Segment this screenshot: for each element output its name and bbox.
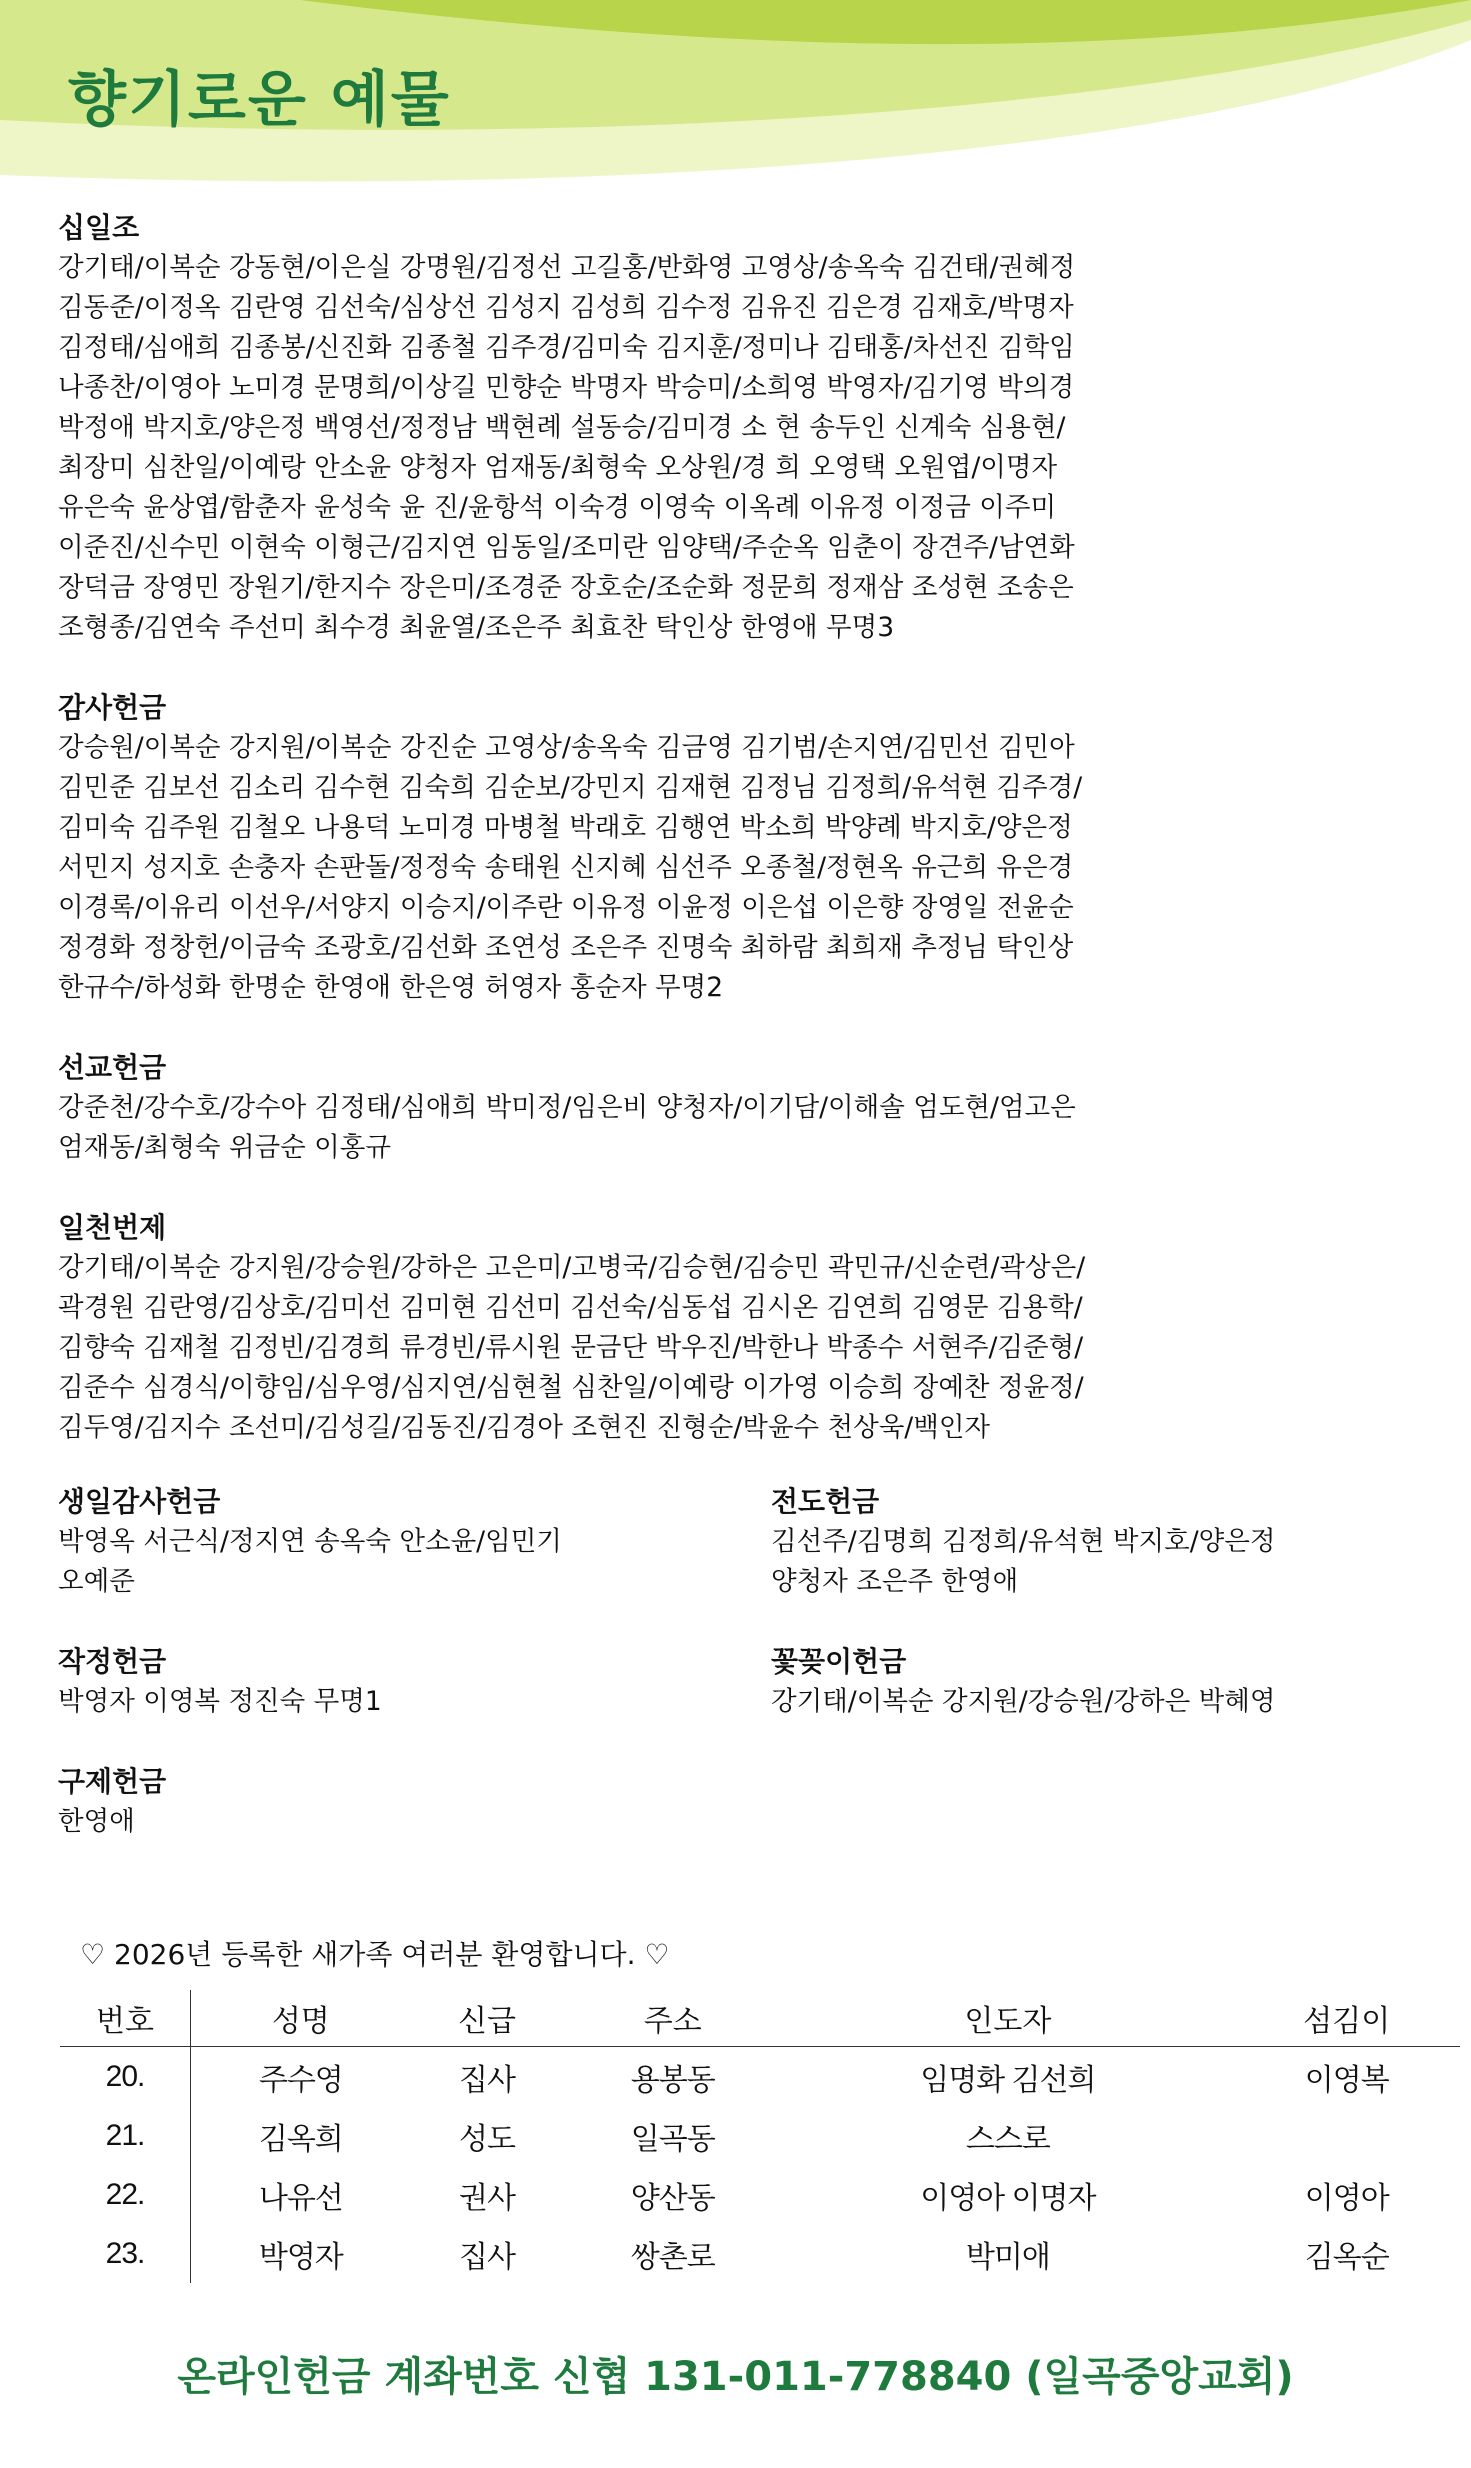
section-title: 구제헌금 <box>58 1765 167 1798</box>
table-header-row <box>60 1990 1460 2047</box>
section-names: 강승원/이복순 강지원/이복순 강진순 고영상/송옥숙 김금영 김기범/손지연/김민선 김민아 김민준 김보선 김소리 김수현 김숙희 김순보/강민지 김재현 김정님 김정희/유석현 김주경/ 김미숙 김주원 김철오 나용덕 노미경 마병철 박래호 김행연 박소희 박양례 박지호/양은정 서민지 성지호 손충자 손판돌/정정숙 송태원 신지혜 심선주 오종철/정현옥 유근희 유은경 이경록/이유리 이선우/서양지 이승지/이주란 이유정 이윤정 이은섭 이은향 장영일 전윤순 정경화 정창헌/이금숙 조광호/김선화 조연성 조은주 진명숙 최하람 최희재 추정님 탁인상 한규수/하성화 한명순 한영애 한은영 허영자 홍순자 무명2 <box>58 732 1083 1003</box>
cell-rank: 집사 <box>459 2240 515 2274</box>
section-evangelism <box>771 1482 1461 1602</box>
table-row <box>60 2165 1460 2224</box>
section-title: 선교헌금 <box>58 1051 167 1084</box>
newcomer-welcome-banner: ♡ 2026년 등록한 새가족 여러분 환영합니다. ♡ <box>80 1938 670 1971</box>
section-title: 감사헌금 <box>58 691 167 724</box>
table-row <box>60 2224 1460 2283</box>
section-thanks <box>58 688 1438 1008</box>
section-names: 박영옥 서근식/정지연 송옥숙 안소윤/임민기 오예준 <box>58 1526 562 1597</box>
cell-rank: 권사 <box>459 2181 515 2215</box>
section-birthday <box>58 1482 748 1602</box>
section-names: 박영자 이영복 정진숙 무명1 <box>58 1686 382 1717</box>
section-title: 일천번제 <box>58 1211 167 1244</box>
section-tithe <box>58 208 1438 648</box>
cell-guide: 이영아 이명자 <box>920 2181 1096 2215</box>
cell-number: 20. <box>60 2047 191 2107</box>
section-flower <box>771 1642 1461 1722</box>
cell-address: 용봉동 <box>630 2063 715 2097</box>
section-names: 강기태/이복순 강지원/강승원/강하은 박혜영 <box>771 1686 1276 1717</box>
header-name: 성명 <box>191 1990 411 2047</box>
cell-number: 22. <box>60 2165 191 2224</box>
cell-server <box>1233 2106 1460 2165</box>
section-title: 십일조 <box>58 211 140 244</box>
section-relief <box>58 1762 166 1842</box>
newcomer-table <box>60 1990 1460 2283</box>
cell-name: 주수영 <box>258 2063 343 2097</box>
cell-rank: 집사 <box>459 2063 515 2097</box>
cell-address: 양산동 <box>630 2181 715 2215</box>
header-address: 주소 <box>563 1990 782 2047</box>
section-resolution <box>58 1642 748 1722</box>
cell-rank: 성도 <box>459 2122 515 2156</box>
section-title: 작정헌금 <box>58 1645 167 1678</box>
cell-guide: 박미애 <box>965 2240 1050 2274</box>
cell-name: 박영자 <box>258 2240 343 2274</box>
section-title: 전도헌금 <box>771 1485 880 1518</box>
section-names: 김선주/김명희 김정희/유석현 박지호/양은정 양청자 조은주 한영애 <box>771 1526 1276 1597</box>
section-names: 강준천/강수호/강수아 김정태/심애희 박미정/임은비 양청자/이기담/이해솔 엄도현/엄고은 엄재동/최형숙 위금순 이홍규 <box>58 1092 1076 1163</box>
section-first-fruit <box>58 1208 1438 1448</box>
header-server: 섬김이 <box>1233 1990 1460 2047</box>
header-number: 번호 <box>60 1990 191 2047</box>
online-offering-account: 온라인헌금 계좌번호 신협 131-011-778840 (일곡중앙교회) <box>177 2354 1294 2400</box>
cell-number: 21. <box>60 2106 191 2165</box>
cell-server: 이영아 <box>1304 2181 1389 2215</box>
section-names: 한영애 <box>58 1806 135 1837</box>
section-names: 강기태/이복순 강지원/강승원/강하은 고은미/고병국/김승현/김승민 곽민규/신순련/곽상은/ 곽경원 김란영/김상호/김미선 김미현 김선미 김선숙/심동섭 김시온 김연희 김영문 김용학/ 김향숙 김재철 김정빈/김경희 류경빈/류시원 문금단 박우진/박한나 박종수 서현주/김준형/ 김준수 심경식/이향임/심우영/심지연/심현철 심찬일/이예랑 이가영 이승희 장예찬 정윤정/ 김두영/김지수 조선미/김성길/김동진/김경아 조현진 진형순/박윤수 천상욱/백인자 <box>58 1252 1086 1443</box>
header-rank: 신급 <box>411 1990 564 2047</box>
cell-number: 23. <box>60 2224 191 2283</box>
cell-server: 김옥순 <box>1304 2240 1389 2274</box>
cell-guide: 스스로 <box>965 2122 1050 2156</box>
page-title: 향기로운 예물 <box>68 65 451 135</box>
table-row <box>60 2047 1460 2107</box>
section-names: 강기태/이복순 강동현/이은실 강명원/김정선 고길홍/반화영 고영상/송옥숙 김건태/권혜정 김동준/이정옥 김란영 김선숙/심상선 김성지 김성희 김수정 김유진 김은경 김재호/박명자 김정태/심애희 김종봉/신진화 김종철 김주경/김미숙 김지훈/정미나 김태홍/차선진 김학임 나종찬/이영아 노미경 문명희/이상길 민향순 박명자 박승미/소희영 박영자/김기영 박의경 박정애 박지호/양은정 백영선/정정남 백현례 설동승/김미경 소 현 송두인 신계숙 심용현/ 최장미 심찬일/이예랑 안소윤 양청자 엄재동/최형숙 오상원/경 희 오영택 오원엽/이명자 유은숙 윤상엽/함춘자 윤성숙 윤 진/윤항석 이숙경 이영숙 이옥례 이유정 이정금 이주미 이준진/신수민 이현숙 이형근/김지연 임동일/조미란 임양택/주순옥 임춘이 장견주/남연화 장덕금 장영민 장원기/한지수 장은미/조경준 장호순/조순화 정문희 정재삼 조성현 조송은 조형종/김연숙 주선미 최수경 최윤열/조은주 최효찬 탁인상 한영애 무명3 <box>58 252 1076 643</box>
section-title: 꽃꽂이헌금 <box>771 1645 907 1678</box>
cell-name: 나유선 <box>258 2181 343 2215</box>
section-title: 생일감사헌금 <box>58 1485 221 1518</box>
cell-address: 쌍촌로 <box>630 2240 715 2274</box>
cell-name: 김옥희 <box>258 2122 343 2156</box>
header-guide: 인도자 <box>782 1990 1233 2047</box>
cell-guide: 임명화 김선희 <box>920 2063 1096 2097</box>
offering-sections <box>58 208 1438 1488</box>
table-row <box>60 2106 1460 2165</box>
cell-address: 일곡동 <box>630 2122 715 2156</box>
section-mission <box>58 1048 1438 1168</box>
cell-server: 이영복 <box>1304 2063 1389 2097</box>
